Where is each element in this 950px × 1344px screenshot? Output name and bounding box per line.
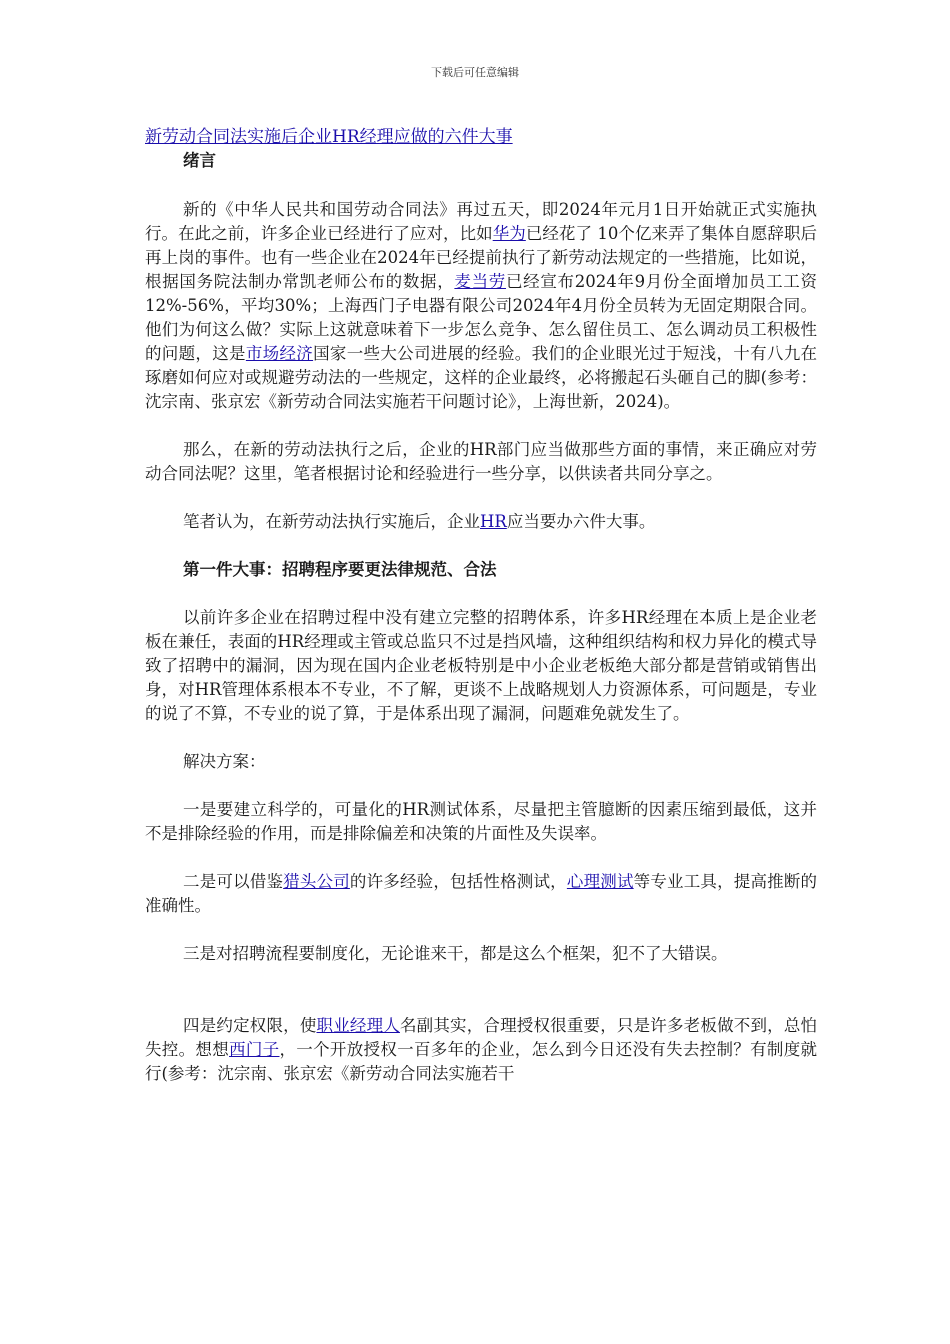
preface-heading: 绪言	[183, 151, 216, 170]
paragraph-4: 以前许多企业在招聘过程中没有建立完整的招聘体系，许多HR经理在本质上是企业老板在兼任，表面的HR经理或主管或总监只不过是挡风墙，这种组织结构和权力异化的模式导致了招聘中的漏洞，因为现在国内企业老板特别是中小企业老板绝大部分都是营销或销售出身，对HR管理体系根本不专业，不了解，更谈不上战略规划人力资源体系，可问题是，专业的说了不算，不专业的说了算，于是体系出现了漏洞，问题难免就发生了。	[145, 608, 817, 723]
text: 新的《中华人民共和国劳动合同法》再过五天，即2024年元月1日开始就正式实施执行。在此之前，许多企业已经进行了应对，比如	[145, 200, 817, 243]
link-psych-test[interactable]: 心理测试	[566, 872, 634, 891]
paragraph-2: 那么，在新的劳动法执行之后，企业的HR部门应当做那些方面的事情，来正确应对劳动合同法呢？这里，笔者根据讨论和经验进行一些分享，以供读者共同分享之。	[145, 440, 817, 483]
link-hr[interactable]: HR	[480, 512, 507, 531]
text: 的许多经验，包括性格测试，	[349, 872, 567, 891]
link-huawei[interactable]: 华为	[492, 224, 526, 243]
text: 已经宣布2024年9月份全面增加员工工资12%-56%，平均30%；上海西门子电器有限公司2024年4月份全员转为无固定期限合同。他们为何这么做？实际上这就意味着下一步怎么竞争、怎么留住员工、怎么调动员工积极性的问题，这是	[145, 272, 818, 363]
text: 应当要办六件大事。	[506, 512, 656, 531]
text: 笔者认为，在新劳动法执行实施后，企业	[183, 512, 480, 531]
title-link[interactable]: 新劳动合同法实施后企业HR经理应做的六件大事	[145, 127, 513, 147]
paragraph-solution-1: 一是要建立科学的，可量化的HR测试体系，尽量把主管臆断的因素压缩到最低，这并不是排除经验的作用，而是排除偏差和决策的片面性及失误率。	[145, 800, 817, 843]
document-body	[145, 125, 817, 1110]
text: 四是约定权限，使	[183, 1016, 317, 1035]
link-professional-manager[interactable]: 职业经理人	[316, 1016, 400, 1035]
paragraph-solution-4	[145, 1014, 817, 1086]
text: ，一个开放授权一百多年的企业，怎么到今日还没有失去控制？有制度就行(参考：沈宗南、张京宏《新劳动合同法实施若干	[145, 1040, 818, 1083]
link-headhunter[interactable]: 猎头公司	[283, 872, 350, 891]
section-heading-1: 第一件大事：招聘程序要更法律规范、合法	[183, 560, 497, 579]
paragraph-solution-label: 解决方案：	[183, 752, 266, 771]
text: 二是可以借鉴	[183, 872, 284, 891]
link-mcdonalds[interactable]: 麦当劳	[454, 272, 506, 291]
page-header: 下载后可任意编辑	[431, 66, 519, 79]
link-market-economy[interactable]: 市场经济	[245, 344, 314, 363]
text: 国家一些大公司进展的经验。我们的企业眼光过于短浅，十有八九在琢磨如何应对或规避劳动法的一些规定，这样的企业最终，必将搬起石头砸自己的脚(参考：沈宗南、张京宏《新劳动合同法实施若干问题讨论》，上海世新，2024)。	[145, 344, 818, 411]
paragraph-solution-2	[145, 870, 817, 918]
paragraph-intro	[145, 198, 817, 414]
link-siemens[interactable]: 西门子	[229, 1040, 280, 1059]
text: 已经花了 10个亿来弄了集体自愿辞职后再上岗的事件。也有一些企业在2024年已经提前执行了新劳动法规定的一些措施，比如说，根据国务院法制办常凯老师公布的数据，	[145, 224, 818, 291]
text: 名副其实，合理授权很重要，只是许多老板做不到，总怕失控。想想	[145, 1016, 818, 1059]
paragraph-solution-3: 三是对招聘流程要制度化，无论谁来干，都是这么个框架，犯不了大错误。	[183, 944, 728, 963]
text: 等专业工具，提高推断的准确性。	[145, 872, 818, 915]
spacer	[145, 990, 817, 1014]
paragraph-3	[145, 510, 817, 534]
